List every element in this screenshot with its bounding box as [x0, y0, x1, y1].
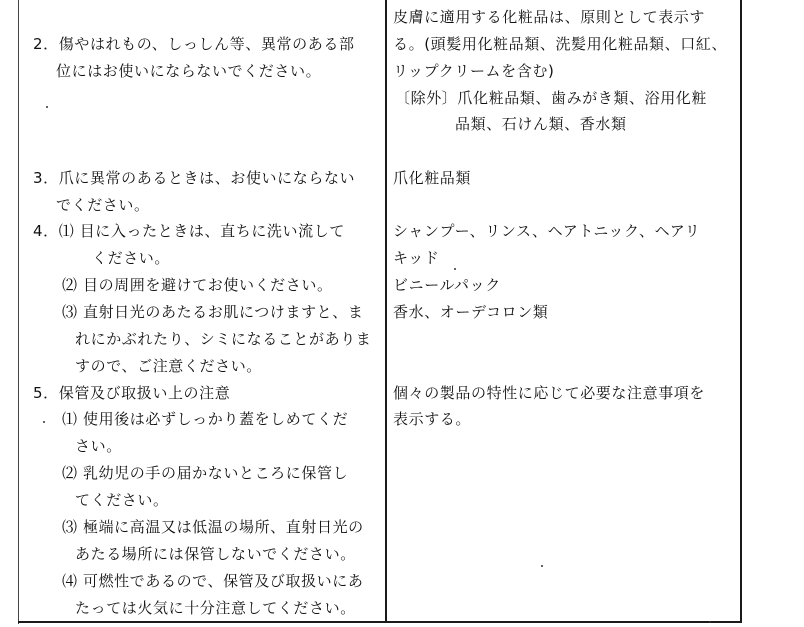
item5-sub2-line1: ⑵ 乳幼児の手の届かないところに保管し: [62, 464, 349, 482]
row2-line3: リップクリームを含む): [393, 62, 555, 80]
item5-sub2-line2: てください。: [75, 491, 169, 509]
item4-line2: ください。: [92, 249, 171, 267]
item5-sub4-line1: ⑷ 可燃性であるので、保管及び取扱いにあ: [62, 572, 364, 590]
item4-sub2: ⑵ 目の周囲を避けてお使いください。: [62, 276, 333, 294]
row4-line3: ビニールパック: [393, 276, 501, 294]
row4-line2: キッド: [393, 249, 440, 267]
item2-line2: 位にはお使いにならないでください。: [56, 62, 322, 80]
row2-line5: 品類、石けん類、香水類: [455, 115, 627, 133]
scan-speck: [709, 621, 711, 623]
table-right-border: [740, 0, 742, 622]
row5-line1: 個々の製品の特性に応じて必要な注意事項を: [393, 384, 706, 402]
row4-line1: シャンプー、リンス、ヘアトニック、ヘアリ: [393, 222, 701, 240]
row3-line1: 爪化粧品類: [393, 169, 472, 187]
item5-sub1-line2: さい。: [75, 437, 122, 455]
scan-speck: [43, 421, 45, 423]
row2-line2: る。(頭髪用化粧品類、洗髪用化粧品類、口紅、: [393, 35, 728, 53]
item4-line1: 4．⑴ 目に入ったときは、直ちに洗い流して: [33, 222, 345, 240]
item3-line1: 3．爪に異常のあるときは、お使いにならない: [33, 169, 356, 187]
item2-line1: 2．傷やはれもの、しっしん等、異常のある部: [33, 35, 355, 53]
scan-speck: [541, 565, 543, 567]
table-column-divider: [385, 0, 387, 622]
item5-heading: 5．保管及び取扱い上の注意: [33, 384, 231, 402]
row2-line1: 皮膚に適用する化粧品は、原則として表示す: [393, 8, 706, 26]
item5-sub1-line1: ⑴ 使用後は必ずしっかり蓋をしめてくだ: [62, 410, 349, 428]
item4-sub3-line3: すので、ご注意ください。: [75, 357, 262, 375]
item4-sub3-line2: れにかぶれたり、シミになることがありま: [75, 330, 372, 348]
item5-sub4-line2: たっては火気に十分注意してください。: [75, 599, 356, 617]
table-left-border: [18, 0, 19, 624]
item4-sub3-line1: ⑶ 直射日光のあたるお肌につけますと、ま: [62, 303, 364, 321]
scan-speck: [454, 268, 456, 270]
row4-line4: 香水、オーデコロン類: [393, 303, 549, 321]
table-bottom-border: [18, 621, 742, 623]
row5-line2: 表示する。: [393, 410, 472, 428]
item5-sub3-line1: ⑶ 極端に高温又は低温の場所、直射日光の: [62, 518, 364, 536]
item3-line2: でください。: [56, 196, 150, 214]
item5-sub3-line2: あたる場所には保管しないでください。: [75, 545, 356, 563]
row2-line4: 〔除外〕爪化粧品類、歯みがき類、浴用化粧: [395, 89, 708, 107]
scan-speck: [46, 106, 48, 108]
